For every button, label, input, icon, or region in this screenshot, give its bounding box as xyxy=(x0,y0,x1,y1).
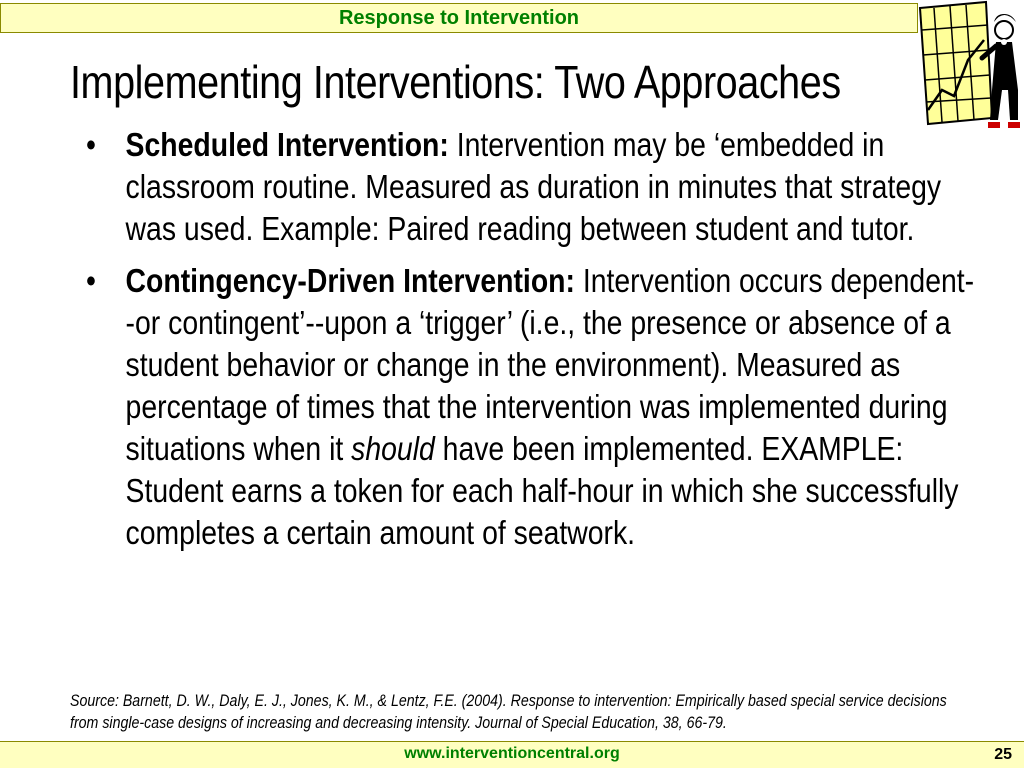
footer-link[interactable]: www.interventioncentral.org xyxy=(404,745,620,762)
header-banner-text: Response to Intervention xyxy=(338,7,580,29)
teacher-with-chart-icon xyxy=(908,0,1024,140)
bullet-term: Scheduled Intervention: xyxy=(125,126,449,163)
bullet-emphasis: should xyxy=(351,430,435,467)
bullet-item-scheduled xyxy=(86,124,980,250)
bullet-text-after: have been implemented. EXAMPLE: Student earns a token for each half-hour in which she successfully completes a certain amount of seatwork. xyxy=(125,430,959,551)
header-banner xyxy=(0,3,918,33)
bullet-text: Intervention may be ‘embedded in classroom routine. Measured as duration in minutes that strategy was used. Example: Paired reading between student and tutor. xyxy=(125,126,942,247)
slide-title: Implementing Interventions: Two Approaches xyxy=(70,56,841,108)
bullet-item-contingency xyxy=(86,260,980,554)
bullet-list xyxy=(86,124,980,564)
page-number: 25 xyxy=(994,746,1012,763)
bullet-term: Contingency-Driven Intervention: xyxy=(125,262,575,299)
source-citation: Source: Barnett, D. W., Daly, E. J., Jones, K. M., & Lentz, F.E. (2004). Response to intervention: Empirically based special service decisions from single-case designs of increasing and decreasing intensity. Journal of Special Education, 38, 66-79. xyxy=(70,692,947,732)
bullet-text: Intervention occurs dependent--or contingent’--upon a ‘trigger’ (i.e., the presence or absence of a student behavior or change in the environment). Measured as percentage of times that the intervention was implemented during situations when it xyxy=(125,262,975,467)
footer-bar xyxy=(0,741,1024,768)
bullet-marker: • xyxy=(86,262,96,299)
bullet-marker: • xyxy=(86,126,96,163)
